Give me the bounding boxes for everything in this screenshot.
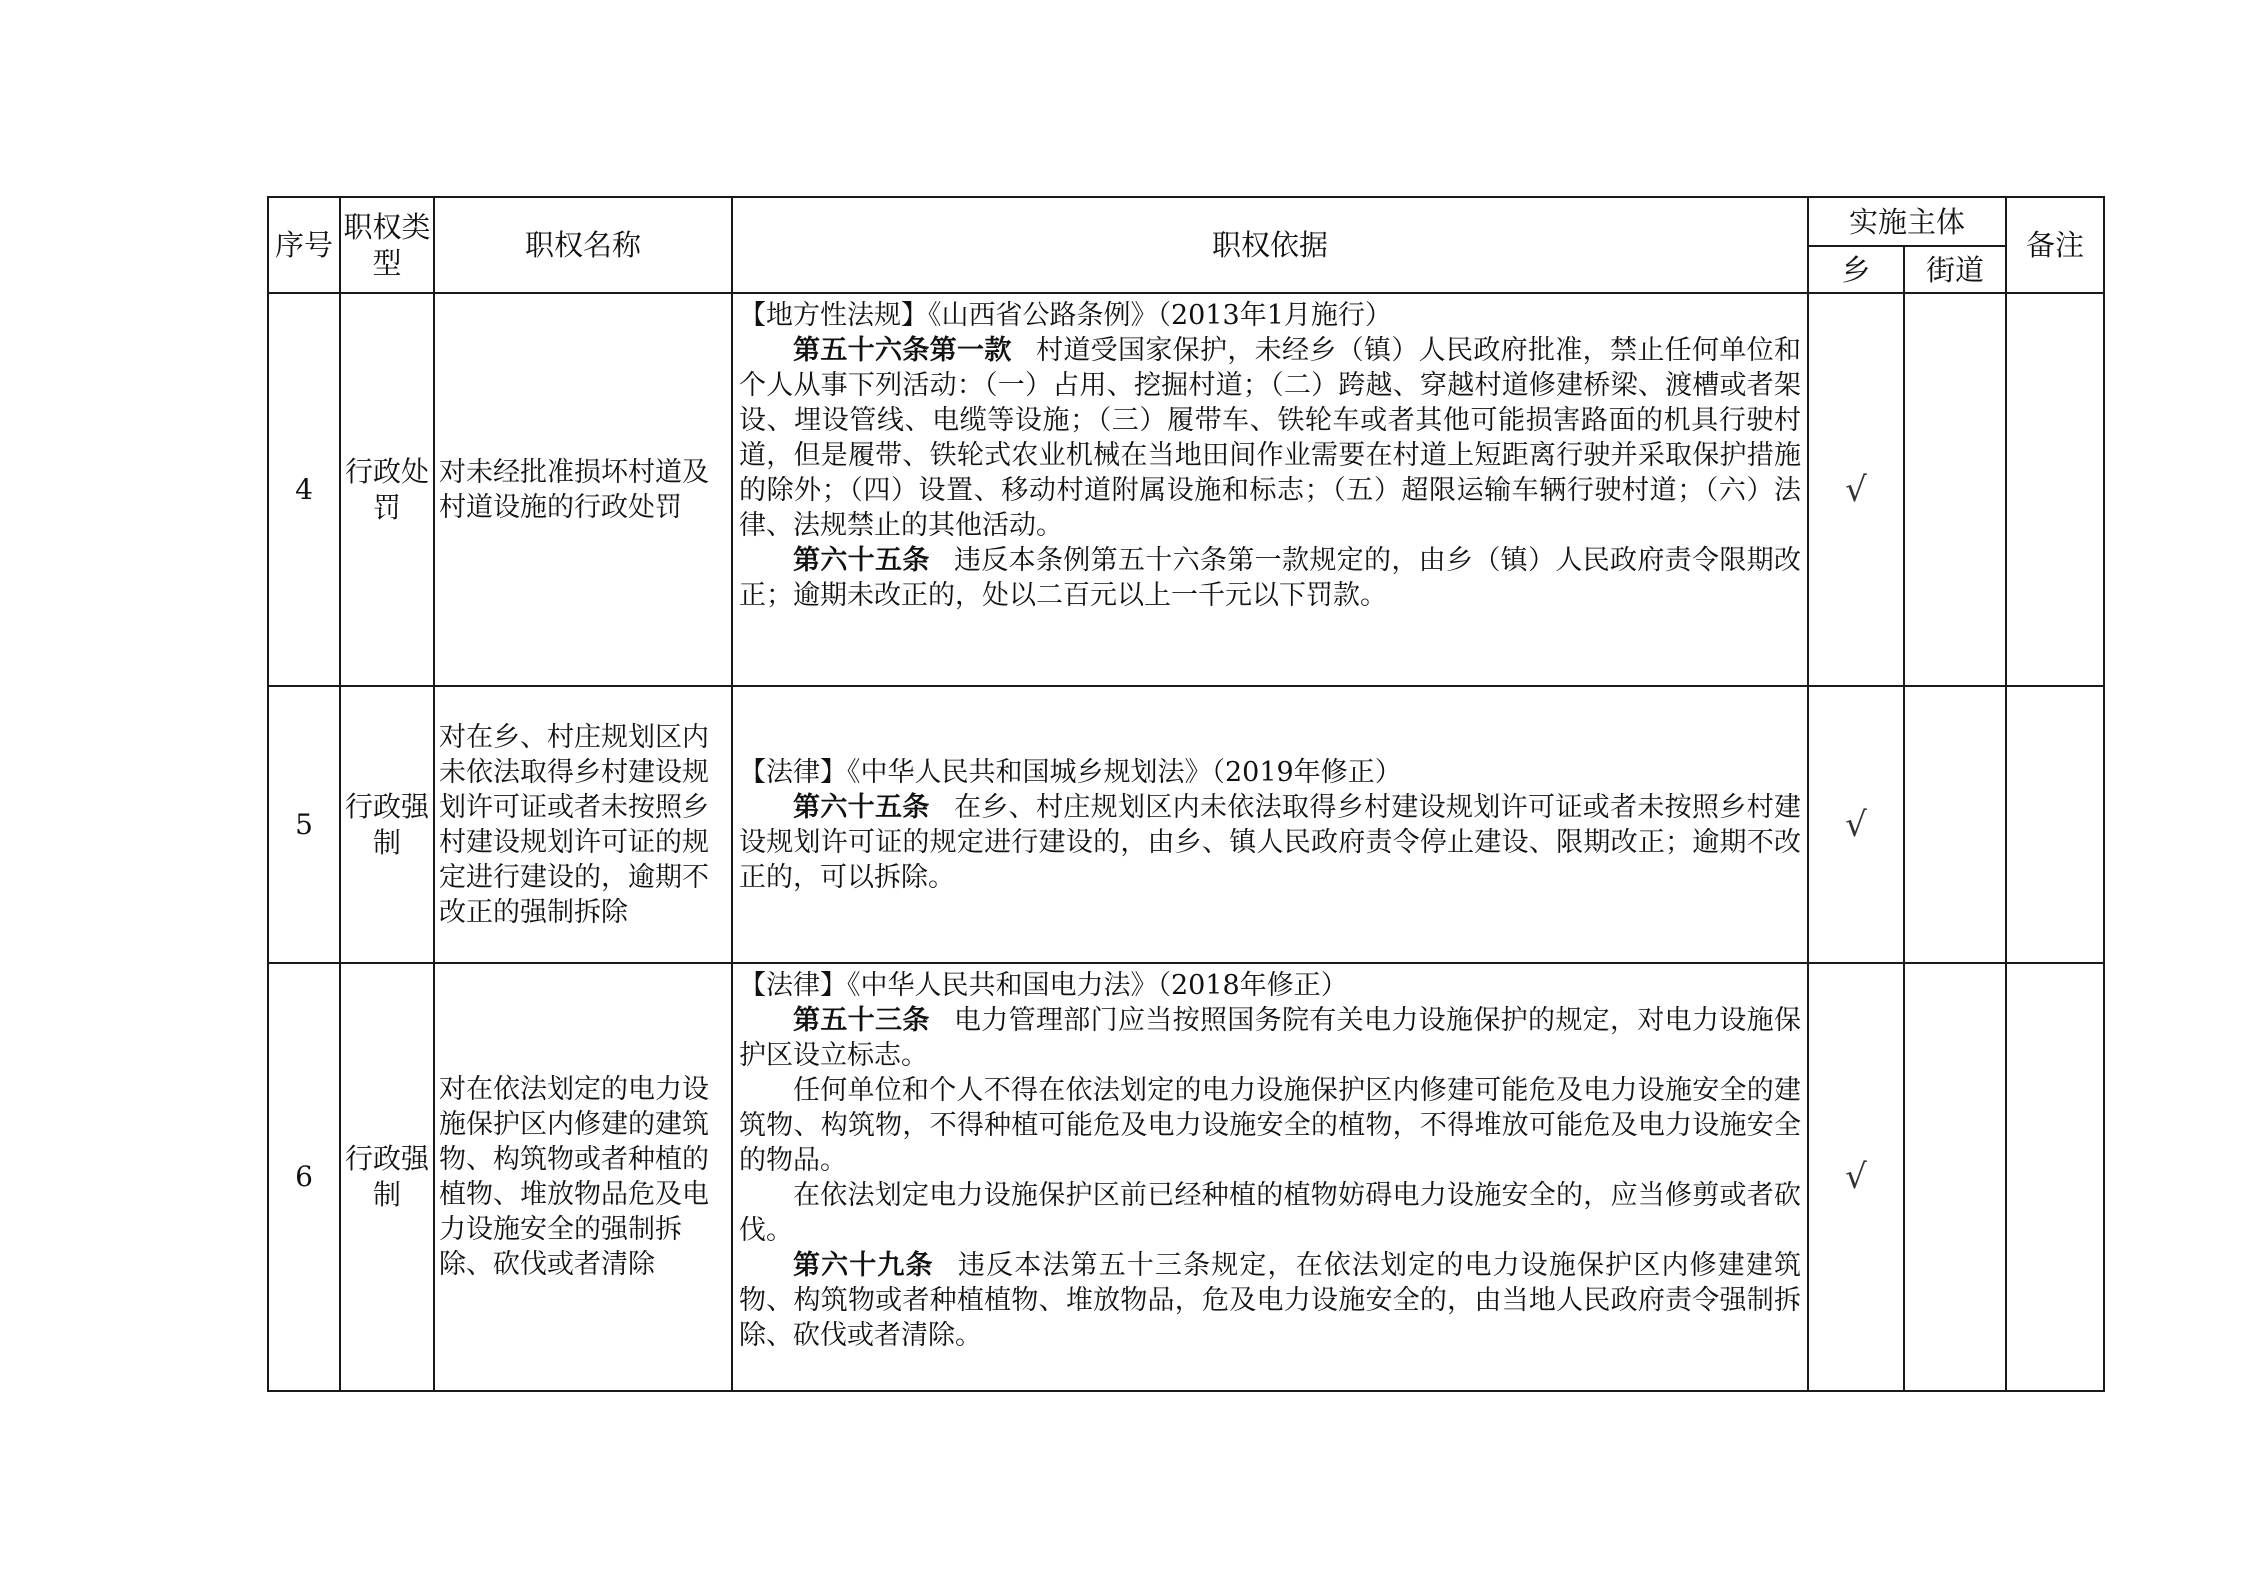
row-type: 行政强制 [340,963,434,1391]
basis-article [739,1248,1801,1353]
row-seq: 5 [268,686,340,963]
remark-cell [2006,963,2104,1391]
header-basis: 职权依据 [732,197,1808,293]
basis-article [739,333,1801,543]
row-name: 对在依法划定的电力设施保护区内修建的建筑物、构筑物或者种植的植物、堆放物品危及电力设施安全的强制拆除、砍伐或者清除 [434,963,732,1391]
article-title: 第五十六条第一款 [793,335,1012,366]
table-row [268,963,2104,1391]
township-check: √ [1808,686,1904,963]
header-township: 乡 [1808,246,1904,293]
article-title: 第六十五条 [793,545,930,576]
header-street: 街道 [1904,246,2006,293]
table-row [268,686,2104,963]
header-seq: 序号 [268,197,340,293]
article-title: 第六十五条 [793,791,930,823]
row-seq: 4 [268,293,340,686]
article-text: 违反本法第五十三条规定，在依法划定的电力设施保护区内修建建筑物、构筑物或者种植植物、堆放物品，危及电力设施安全的，由当地人民政府责令强制拆除、砍伐或者清除。 [739,1250,1802,1351]
article-text: 违反本条例第五十六条第一款规定的，由乡（镇）人民政府责令限期改正；逾期未改正的，处以二百元以上一千元以下罚款。 [739,545,1801,611]
header-implementer: 实施主体 [1808,197,2006,246]
row-basis [732,963,1808,1391]
row-type: 行政处罚 [340,293,434,686]
township-check: √ [1808,963,1904,1391]
basis-article [739,543,1801,613]
township-check: √ [1808,293,1904,686]
basis-source: 【地方性法规】《山西省公路条例》（2013年1月施行） [739,300,1392,331]
header-type: 职权类型 [340,197,434,293]
basis-source: 【法律】《中华人民共和国城乡规划法》（2019年修正） [739,756,1402,788]
article-text: 在乡、村庄规划区内未依法取得乡村建设规划许可证或者未按照乡村建设规划许可证的规定进行建设的，由乡、镇人民政府责令停止建设、限期改正；逾期不改正的，可以拆除。 [739,791,1801,893]
row-name: 对在乡、村庄规划区内未依法取得乡村建设规划许可证或者未按照乡村建设规划许可证的规定进行建设的，逾期不改正的强制拆除 [434,686,732,963]
remark-cell [2006,686,2104,963]
header-remark: 备注 [2006,197,2104,293]
row-seq: 6 [268,963,340,1391]
row-basis [732,686,1808,963]
article-title: 第五十三条 [793,1005,930,1036]
basis-paragraph: 任何单位和个人不得在依法划定的电力设施保护区内修建可能危及电力设施安全的建筑物、构筑物，不得种植可能危及电力设施安全的植物，不得堆放可能危及电力设施安全的物品。 [739,1075,1801,1176]
remark-cell [2006,293,2104,686]
basis-source: 【法律】《中华人民共和国电力法》（2018年修正） [739,970,1348,1001]
authority-table [267,196,2105,1392]
header-name: 职权名称 [434,197,732,293]
basis-article [739,1003,1801,1073]
street-cell [1904,686,2006,963]
row-basis [732,293,1808,686]
header-row [268,197,2104,246]
article-title: 第六十九条 [793,1250,934,1281]
street-cell [1904,293,2006,686]
row-name: 对未经批准损坏村道及村道设施的行政处罚 [434,293,732,686]
basis-article [739,790,1801,895]
article-text: 村道受国家保护，未经乡（镇）人民政府批准，禁止任何单位和个人从事下列活动：（一）占用、挖掘村道；（二）跨越、穿越村道修建桥梁、渡槽或者架设、埋设管线、电缆等设施；（三）履带车、铁轮车或者其他可能损害路面的机具行驶村道，但是履带、铁轮式农业机械在当地田间作业需要在村道上短距离行驶并采取保护措施的除外；（四）设置、移动村道附属设施和标志；（五）超限运输车辆行驶村道；（六）法律、法规禁止的其他活动。 [739,335,1802,541]
article-text: 电力管理部门应当按照国务院有关电力设施保护的规定，对电力设施保护区设立标志。 [739,1005,1801,1071]
basis-paragraph: 在依法划定电力设施保护区前已经种植的植物妨碍电力设施安全的，应当修剪或者砍伐。 [739,1180,1801,1246]
row-type: 行政强制 [340,686,434,963]
street-cell [1904,963,2006,1391]
table-row [268,293,2104,686]
